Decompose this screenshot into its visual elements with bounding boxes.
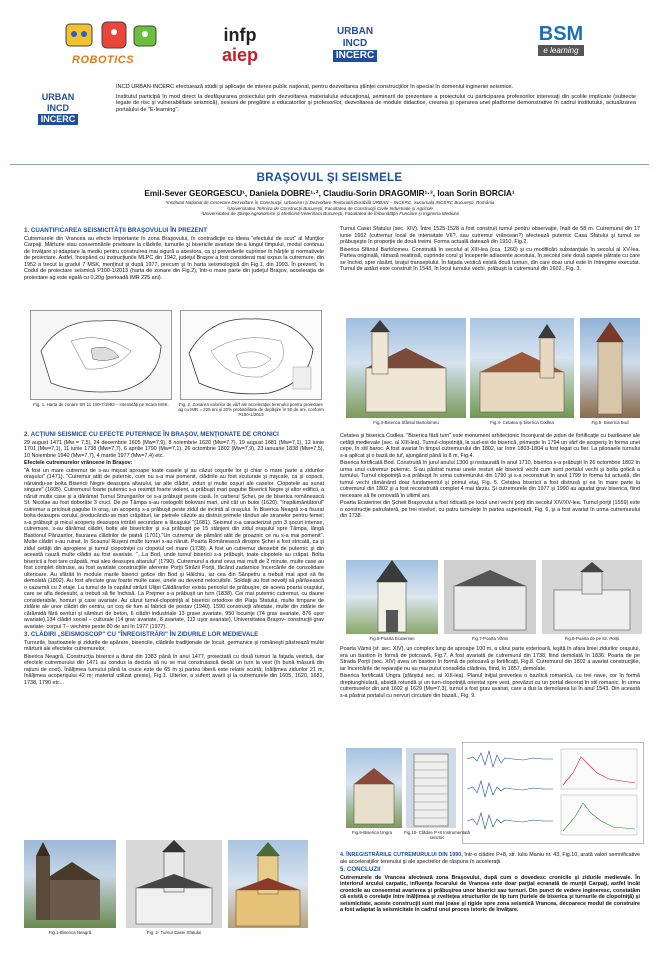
incd-small-word: INCD [47, 102, 69, 113]
bartolomeu-church-icon [346, 318, 466, 418]
header-divider [10, 164, 649, 165]
section-2-body: "A fost un mare cutremur de s-au mişcat aproape toate casele şi au căzut coşurile lor şi chiar o mare parte a zidurilor oraşului" (1471). "Cutremur atât de puternic, cum nu s-a mai pomenit, clădirile au fost scuturate şi mişcate, ca şi copacii, năruindu-se bolta Bisericii Negre deasupra altarului, iar alte clădiri, ziduri şi multe coşuri ale caselor. Clopotele au sunat singure" (1605). Cutremurul foarte puternic s-a resimţit foarte violent, a prăbuşit mari pagube Bisericii Negre şi altor edificii, a năruit multe case şi a dărâmat Turnul Strungarilor ce s-a prăbuşit peste casă. În cartierul Şchei, pe de biserica românească Sf. Nicolae au fost doborâte 3 cruci. De pe Tâmpa s-au rostogolit bolovani mari, unii cât un butoi (1620). "Inspăimântătorul" cutremur a pricinuit pagube în oraş, un acoperiş s-a prăbuşit peste zidul de incintă al oraşului. În Biserica Neagră s-a fisurat bolta deasupra corului, producându-se mari crăpături, iar pietrele căzute au distrus primele rânduri ale stranelor pentru femei; s-a prăbuşit şi micul acoperiş deasupra intrării secundare a lăcaşului "(1681). Seismul s-a caracterizat prin 3 şocuri intense, cutremure, s-au dărâmat clădiri, bolte ale bisericilor şi s-a prăbuşit pe 15 stânjeni din zidul oraşului spre Tâmpa, lângă Bastionul Pânzarilor, fisurarea clădirilor de piatră (1701)."Un cutremur de pământ atât de groaznic ce nu s-a mai pomenit". Multe clădiri s-au ruinat, în Scaunul Ruşeni multe turnuri s-au năruit. Poarta Românească dinspre Şchei a fost stricată, ca şi zidul cetăţii din apropiere şi turnul clopotniţei cu clopotul cel mare (1738). A fost un cutremur deosebit de puternic şi din această cauză multe clădiri au fost avariate. "...La Bod, unde turnul bisericii s-a prăbuşit, toate clopotele au crăpat. Bolta bisericii a fost tare crăpată, mai ales deasupra altarului" (1790). Cutremurul a durat ceva mai mult de 2 minute, multe case au fost complet distruse, au fost avariate construcţiile aferente Porţii Străzii Porţii, făcând zadarnice încercările de consolidare ulterioare. Au sfârâit în module marile biserici gotice din Bod şi Hălchiu, iar cea din Sânpetru a trebuit mai apoi să fie demolată (1802). Au fost afectate grav foarte multe case, unele au devenit nelocuibile. Soldaţii au fost nevoiţi să părăsească o cazarmă cu 2 etaje. La tumul de la capătul străzii Uliţei Căldărarilor exista pericolul de prăbuşire, de aceea poarta oraşului, care se afla dedesubt, a trebuit să fie închisă. La Prejmer s-a prăbuşit un turn (1838). Cei mai puternic cutremur, cu daune considerabile, homuri şi case avariate. Au căzut tumul-clopotniţă al bisericii ortodoxe din Piaţa Sfatului, multe timpane de zidărie ale unor clădiri din centru, un coş de fum al fabricii de postav (1940). 1590 construcţii afectate, multe din zidărie de cărămidă fără centuri şi sâmburi de beton, 6 clădiri industriale 13 grave avariate, 950 locuinţe (74 grav avariate, 876 uşor avariate),134 clădiri social – culturale (14 grav avariate, 8 avariate, 112 uşor avariate), Universitatea Braşov- construcţii grav avariate- corpul T– vechime peste 80 de ani în 1977 (1977). [24, 467, 324, 630]
right-column-2 [340, 433, 640, 521]
right-column-1 [340, 226, 640, 274]
section-2-heading: 2. ACŢIUNI SEISMICE CU EFECTE PUTERNICE ÎN BRAŞOV, MENŢIONATE DE CRONICI [24, 431, 279, 438]
robot-icon [58, 16, 168, 76]
customs-gate-icon [444, 560, 536, 634]
urban-small-logo [26, 84, 90, 132]
aiep-logo-text: aiep [221, 45, 259, 65]
urban-small-word: URBAN [41, 91, 75, 102]
ungra-church-icon [346, 748, 402, 828]
tower-icon [126, 840, 222, 928]
section-3-body: Biserica Neagră. Construcţia bisericii a durat din 1383 până în anul 1477, proiectată cu două turnuri la faţada vestică, dar efectele cutremurului din 1471 au condus la decizia să nu se mai construiască decât un turn la vest (în bună măsură din raţiuni de cost). Înălţimea turnului până la cruce este de 65 m şi partea liberă este relativ scurtă; înălţimea zidurilor 21 m, înălţimea acoperişului 42 m; material utilizat gresie), Fig.1. Ulterior, a suferit avarii şi la cutremurele din 1605, 1620, 1681, 1738, 1790 etc... [24, 653, 324, 686]
intro-block [116, 84, 636, 113]
affiliation-3: ³Universitatea de Ştiinţe Agronomice şi Medicină Veterinara Bucureşti, Facultatea de Îmbunătăţiri Funciare şi Ingineria Mediului [200, 211, 460, 217]
photo-codlea [470, 318, 574, 418]
robotics-logo-text: ROBOTICS [72, 54, 135, 66]
incd-word: INCD [342, 38, 368, 49]
urban-incd-incerc-logo [320, 14, 390, 74]
elearning-word: e learning [538, 45, 583, 56]
fig6-caption: Fig.6-Poarta Ecaterinei [369, 636, 415, 641]
right-paragraph-ecaterina: Poarta Ecaterinei din Şcheii Braşovului a fost ridicată pe locul unei vechi porţi din secolul XIV/XV-lea. Turnul porţii (1559) este o construcţie patrulateră, pe trei niveluri, cu patru turnuleţe în partea superioară, Fig. 6, şi a fost avariat în urma cutremurului din 1738. [340, 500, 640, 519]
intro-paragraph-1: INCD URBAN-INCERC efectuează studii şi aplicaţie de interes public naţional, pentru dezvoltarea ştiinţei construcţiilor în special în domeniul ingineriei seismice. [116, 84, 514, 90]
bsm-word: BSM [538, 22, 584, 45]
robotics-logo [58, 16, 168, 76]
bod-church-icon [580, 318, 640, 418]
gate-street-icon [542, 560, 642, 634]
right-paragraph-poarta-vamii: Poarta Vămii (sf. sec. XIV), un complex lung de aproape 100 m, a cărui parte exterioară, leşită în afara liniei zidurilor oraşului, era un bastion în formă de potcoavă, Fig.7. A fost avariată de cutremurul din 1738, fiind demolată în 1836. Poarta de pe Strada Porţii (sec. XIV) avea un bastion în formă de potcoavă şi fortificaţii, Fig.8. Cutremurul din 1802 a avariat construcţiile, iar încercările de reparaţie nu au mai putut consolida clădirea, fiind, în 1857, demolate. [340, 646, 640, 672]
photo-poarta-ecaterinei [346, 560, 438, 634]
photo-bod [580, 318, 640, 418]
incerc-small-word: INCERC [38, 114, 79, 125]
photo-cladire-p8 [406, 748, 456, 828]
right-paragraph-casa-sfatului: Turnul Casei Sfatului (sec. XIV). Între 1525-1528 a fost construit turnul pentru observaţie, înalt de 58 m. Cutremurul din 17 iunie 1662 (cutremur local de intensitate VII?, sau cutremur vrâncean?) afectează puternic Casa Sfatului şi turnul se prăbuşeşte în proporţie de două treimi. Forma actuală datează din 1910, Fig.2. [340, 226, 640, 245]
section-3-heading: 3. CLĂDIRI „SEISMOSCOP" CU "ÎNREGISTRĂRI" ÎN ZIDURILE LOR MEDIEVALE [24, 631, 259, 638]
fig8-caption: Fig.8-Poarta de pe str. Porţii [564, 636, 620, 641]
fig2-acceleration-map [180, 310, 322, 400]
affiliation-2: ²Universitatea Tehnica de Construcţii Bucureşti, Facultatea de Construcţii Civile Industriale şi Agricole [227, 205, 433, 211]
section-3-text: Turnurile, bastioanele şi zidurile de apărare, bisericile, clădirile tradiţionale de locuit, germanice şi româneşti păstrează multe mărturii ale efectelor cutremurelor. [24, 639, 324, 652]
section-4-paragraph [340, 852, 640, 865]
fig10-caption: Fig.10- Clădire P+8 Instrumentată seismic [403, 830, 470, 840]
zoning-map-icon [31, 311, 171, 399]
affiliation-1: ¹Institutul Naţional de Cercetare Dezvoltare în Construcţii, Urbanism şi Dezvoltare Teritorială Durabilă URBAN – INCERC, Sucursala INCERC Bucureşti, România [165, 200, 495, 205]
section-2-text: 29 august 1471 (Mw = 7,5), 24 decembrie 1605 (Mw=7,9), 8 noiembrie 1620 (Mw=7,7), 19 august 1681 (Mw=7,1), 12 iunie 1701 (Mw=7,1), 11 iunie 1738 (Mw=7,7), 6 aprilie 1790 (Mw=7,1), 26 octombrie 1802 (Mw=7,9), 23 ianuarie 1838 (Mw=7,5), 10 Noiembrie 1940 (Mw=7,7), 4 martie 1977 (Mw=7,4) etc. [24, 439, 324, 459]
right-column-4 [340, 852, 640, 915]
accelerogram-plots [462, 742, 644, 844]
infp-logo-text: infp [223, 25, 257, 45]
affiliations [60, 200, 600, 217]
right-paragraph-bod: Biserica fortificată Bod. Construită în jurul anului 1300 şi restaurată în anul 1710, biserica s-a prăbuşit în 26 octombrie 1802 în urma unui cutremur puternic. S-au păstrat numai unele resturi ale bisericii vechi cum sunt portalul vechi şi bolta gotică a turnului. Turnul clopotniţă s-a prăbuşit în urma cutremurului din 1790 şi s-a reconstruit în anul 1799 în forma lui actuală, din turnul vechi rămânând doar fundamentul şi primul etaj, Fig. 5. Cetatea bisericii a fost distrusă şi ea în mare parte la cutremurul din 1802 şi a fost reconstruită complet 4 mai târziu. Şi cutremurele din 1977 şi 1990 au agudat grav biserica, fiind necesare să fie renovată în ultimii ani. [340, 460, 640, 499]
codlea-church-icon [470, 318, 574, 418]
photo-turnul-casei-sfatului-color [228, 840, 308, 928]
left-column [24, 226, 324, 282]
section-4-text: într-o clădire P+8, str. Iuliu Maniu nr. 43, Fig.10, arată valori semnificative ale acceleraţiilor terenului şi ale spectrelor de răspuns în acceleraţii. [340, 852, 641, 865]
poster-title: BRAŞOVUL ŞI SEISMELE [256, 172, 403, 184]
townhall-icon [228, 840, 308, 928]
church-icon [24, 840, 116, 928]
fig-turnul-casei-sfatului-caption: Fig. 2- Turnul Casei Sfatului [146, 930, 202, 935]
fig5-caption: Fig.5- Biserica Bod [591, 420, 629, 425]
fig9-caption: Fig.9-Biserica Ungra [351, 830, 393, 835]
section-2-subheading: Efectele cutremurelor vrâncene în Braşov: [24, 460, 133, 466]
gate-icon [346, 560, 438, 634]
fig1-msk-map [30, 310, 172, 400]
acceleration-map-icon [181, 311, 321, 399]
seismogram-icon [463, 743, 643, 843]
building-icon [406, 748, 456, 828]
fig-biserica-neagra-caption: Fig.1-Biserica Neagră [48, 930, 92, 935]
intro-paragraph-2: Institutul participă în mod direct la desfăşurarea proiectului prin dezvoltarea materialului educaţional, seminarii de prezentare a proiectului cu participarea profesorilor interesaţi din şcolile implicate (subiecte legate de risc şi vulnerabilitate seismică), sesiuni de pregătire a educatorilor şi profesorilor, dezvoltarea de module didactice, crearea şi operarea unei platforme demonstrative în cadrul institutului, actualizarea portalului de "E-learning". [116, 93, 636, 113]
fig4-caption: Fig.4- Cetatea şi biserica Codlea [490, 420, 554, 425]
fig7-caption: Fig.7-Poarta Vămii [471, 636, 509, 641]
photo-poarta-vamii [444, 560, 536, 634]
right-column-3 [340, 646, 640, 700]
incerc-word: INCERC [333, 50, 377, 62]
left-column-2 [24, 430, 324, 687]
section-1-heading: 1. CUANTIFICAREA SEISMICITĂŢII BRAŞOVULUI ÎN PREZENT [24, 227, 207, 234]
photo-ungra [346, 748, 402, 828]
section-5-heading: 5. CONCLUZII [340, 866, 381, 873]
section-5-text: Cutremurele de Vrancea afectează zona Braşovului, după cum o dovedesc cronicile şi zidurile medievale. În interiorul arcului carpatic, influenţa focarului de Vrancea este doar parţial ecranată de munţii Carpaţi, astfel încât cronicile au consemnat avarierea şi prăbuşirea unor biserici sau turnuri. Din punct de vedere ingineresc, constatăm că există o corelaţie între înălţimea şi zvelteţea structurilor de tip turn (turlele de biserica şi turnurile de clopotniţă) şi seismicitate, aceste construcţii sunt mai joase şi rigide spre zona seismică Vrancea, decoarece modul de construire a fost adaptat la seismicitate în cadrul unui proces istoric de învăţare. [340, 874, 640, 913]
poster-authors: Emil-Sever GEORGESCU¹, Daniela DOBRE¹·², Claudiu-Sorin DRAGOMIR¹·³, Ioan Sorin BORCIA¹ [144, 189, 515, 198]
bsm-elearning-logo [524, 16, 598, 62]
right-paragraph-codlea: Cetatea şi biserica Codlea. "Biserica fără turn" este monument arhitectonic înconjurat de ziduri de fortificaţie cu bastioane ale cetăţii medievale (sec. al XIII-lea). Turnul-clopotniţă, la sud-est de biserică, primeşte în 1794 un vârf de acoperiş în forma unei cepe, în stil baroc. A fost avariat în timpul cutremurului din 1802, iar între 1803-1804 a fost legat cu fier. La pilonaele turnului s-a aplicat şi o bază de tuf, ajungând până la 8 m, Fig.4. [340, 433, 640, 459]
fig2-caption: Fig. 2. Zonarea valorilor de vârf ale acceleraţiei terenului pentru proiectare ag cu IMR = 225 ani şi 20% probabilitate de depăşire în 50 de ani, conform P100-1/2013 [178, 402, 324, 417]
section-4-heading: 4. ÎNREGISTRĂRILE CUTREMURULUI DIN 1990, [340, 852, 463, 858]
photo-biserica-neagra [24, 840, 116, 928]
section-1-text: Cutremurele din Vrancea au efecte importante în zona Braşovului, în contradicţie cu ideea "efectului de scut" al Munţilor Carpaţi. Mărturie stau consemnările privitoare la clădirile, turnurile şi bisericile avariate de-a lungul timpului, modul continuu de învăţare şi adaptare la mediu pentru construirea mai sigură a acestora, ca şi prevederile cuprinse în hărţile şi normativele de proiectare. Astfel, începând cu instrucţiunile MLPC din 1942, judeţul Braşov a fost considerat mai expus la cutremure, din 1952 a trecut la gradul 7 MSK, menţinut şi după 1977, precum şi în harta seismologică din Fig.1, din 1993. În prezent, în Codul de proiectare seismică P100-1/2013 (harta de zonare din Fig.2), într-o mare parte din judeţul Braşov, acceleraţia de proiectare ag este egală cu 0,20g (perioadă IMR 225 ani). [24, 235, 324, 281]
photo-bartolomeu [346, 318, 466, 418]
photo-turnul-casei-sfatului [126, 840, 222, 928]
urban-word: URBAN [336, 26, 374, 37]
photo-poarta-portii [542, 560, 642, 634]
right-paragraph-ungra: Biserica fortificată Ungra (sfârşitul sec. al XIII-lea). Planul iniţial prevedea o bazilică romanică, cu trei nave, cor în formă dreptunghiulară, absidă rotundă şi un turn-clopotniţă orientat spre vest, prevăzut cu un portal decorat în stil romanic. În urma cutremurelor din anii 1602 şi 1629 (Mw=7,3), turnul a fost grav avariat, care a dus la demolarea lui în anul 1543. Din această s-a păstrat portalul cu nervuri circulare din bazalt., Fig. 9. [340, 673, 640, 699]
fig1-caption: Fig. 1. Harta de zonare SR 11 100-7/1993 – intensităţi pe Scara MSK. [33, 402, 169, 407]
infp-aiep-logo [200, 16, 280, 74]
right-paragraph-bartolomeu: Biserica Sfântul Bartolomeu. Construită în secolul al XIII-lea (cca. 1260) şi cu modificări substanţiale în secolul al XV-lea. Partea originală, rămasă neatinsă, cuprinde corul şi începerile adiacente acestuia, în secolul cele două capele pătrate cu care se închid, spre răsărit, braţul transeptului. În faţada vestică există două turnuri, din care doar unul este în întregime executat. Turnul de astăzi este construit în 1543, în locul turnului vechi, prăbuşit la cutremurul din 1602., Fig. 3. [340, 246, 640, 272]
fig3-caption: Fig.3-Biserica Sfântul Bartolomeu [373, 420, 439, 425]
